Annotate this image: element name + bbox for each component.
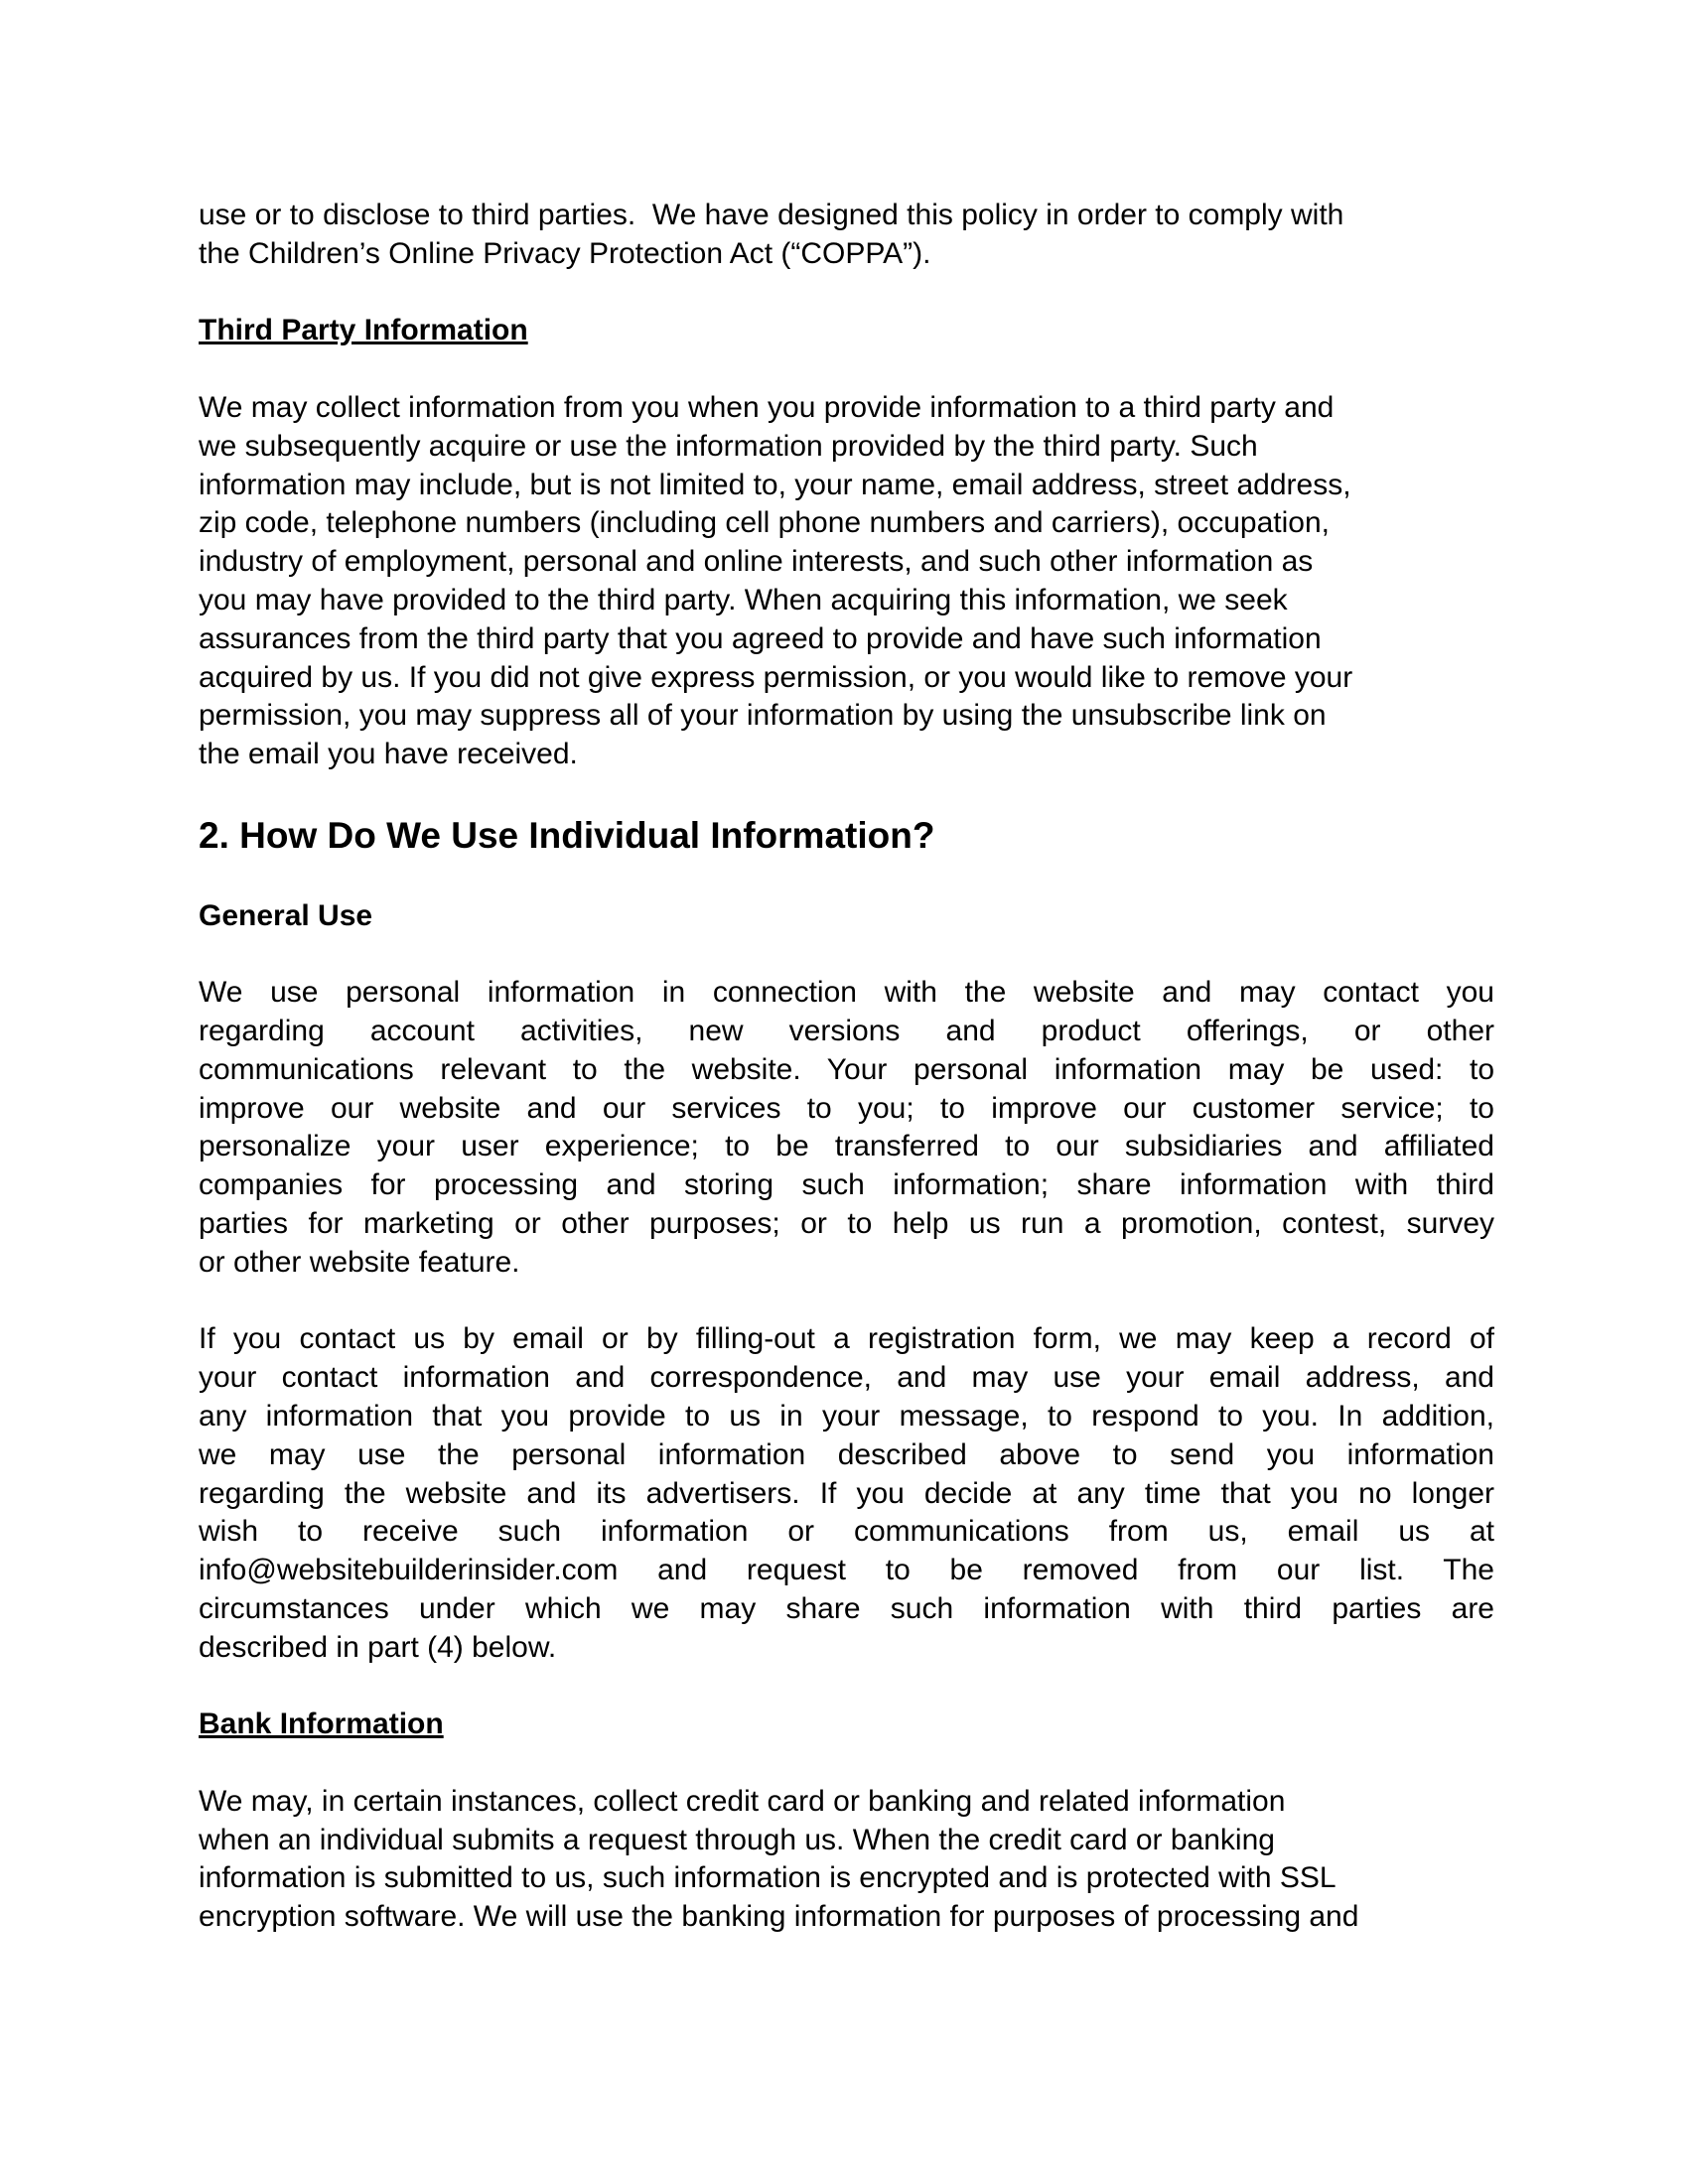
heading-text: 2. How Do We Use Individual Information? bbox=[199, 814, 935, 856]
text-line: information is submitted to us, such information is encrypted and is protected with SSL bbox=[199, 1861, 1336, 1895]
text-line: zip code, telephone numbers (including cell phone numbers and carriers), occupation, bbox=[199, 506, 1330, 540]
paragraph bbox=[199, 197, 1494, 274]
subsection-heading bbox=[199, 897, 1494, 936]
heading-text: Third Party Information bbox=[199, 314, 528, 347]
section-heading bbox=[199, 813, 1494, 859]
text-line: information may include, but is not limited to, your name, email address, street address, bbox=[199, 468, 1351, 501]
text-line: acquired by us. If you did not give express permission, or you would like to remove your bbox=[199, 660, 1353, 694]
text-line: assurances from the third party that you agreed to provide and have such information bbox=[199, 621, 1322, 655]
text-line: parties for marketing or other purposes; or to help us run a promotion, contest, survey bbox=[199, 1206, 1494, 1240]
text-line: you may have provided to the third party. When acquiring this information, we seek bbox=[199, 583, 1288, 616]
text-line: or other website feature. bbox=[199, 1245, 520, 1279]
text-line: we may use the personal information described above to send you information bbox=[199, 1437, 1494, 1471]
paragraph bbox=[199, 974, 1494, 1282]
text-line: use or to disclose to third parties. We have designed this policy in order to comply with bbox=[199, 199, 1344, 231]
document-body bbox=[199, 197, 1494, 1937]
text-line: We may collect information from you when you provide information to a third party and bbox=[199, 390, 1335, 424]
text-line: companies for processing and storing such information; share information with third bbox=[199, 1168, 1494, 1202]
text-line: info@websitebuilderinsider.com and request to be removed from our list. The bbox=[199, 1554, 1494, 1587]
text-line: your contact information and correspondence, and may use your email address, and bbox=[199, 1361, 1494, 1395]
text-line: described in part (4) below. bbox=[199, 1630, 557, 1664]
text-line: communications relevant to the website. Your personal information may be used: to bbox=[199, 1052, 1494, 1086]
text-line: the Children’s Online Privacy Protection Act (“COPPA”). bbox=[199, 236, 931, 270]
text-line: when an individual submits a request through us. When the credit card or banking bbox=[199, 1823, 1275, 1856]
heading-text: Bank Information bbox=[199, 1707, 444, 1741]
text-line: we subsequently acquire or use the information provided by the third party. Such bbox=[199, 429, 1258, 463]
text-line: encryption software. We will use the banking information for purposes of processing and bbox=[199, 1900, 1359, 1934]
text-line: wish to receive such information or communications from us, email us at bbox=[199, 1515, 1494, 1549]
paragraph bbox=[199, 1783, 1494, 1937]
text-line: We may, in certain instances, collect credit card or banking and related information bbox=[199, 1784, 1286, 1818]
subsection-heading bbox=[199, 312, 1494, 350]
paragraph bbox=[199, 1320, 1494, 1667]
text-line: permission, you may suppress all of your information by using the unsubscribe link on bbox=[199, 699, 1327, 733]
text-line: We use personal information in connection with the website and may contact you bbox=[199, 976, 1494, 1010]
text-line: If you contact us by email or by filling-out a registration form, we may keep a record of bbox=[199, 1322, 1494, 1356]
text-line: any information that you provide to us in your message, to respond to you. In addition, bbox=[199, 1399, 1494, 1433]
heading-text: General Use bbox=[199, 898, 373, 932]
text-line: industry of employment, personal and online interests, and such other information as bbox=[199, 545, 1314, 579]
text-line: circumstances under which we may share such information with third parties are bbox=[199, 1591, 1494, 1625]
paragraph bbox=[199, 389, 1494, 774]
subsection-heading bbox=[199, 1706, 1494, 1744]
text-line: regarding the website and its advertisers. If you decide at any time that you no longer bbox=[199, 1476, 1494, 1510]
text-line: regarding account activities, new versions and product offerings, or other bbox=[199, 1014, 1494, 1047]
text-line: the email you have received. bbox=[199, 738, 578, 771]
text-line: improve our website and our services to you; to improve our customer service; to bbox=[199, 1091, 1494, 1125]
text-line: personalize your user experience; to be transferred to our subsidiaries and affiliated bbox=[199, 1130, 1494, 1163]
